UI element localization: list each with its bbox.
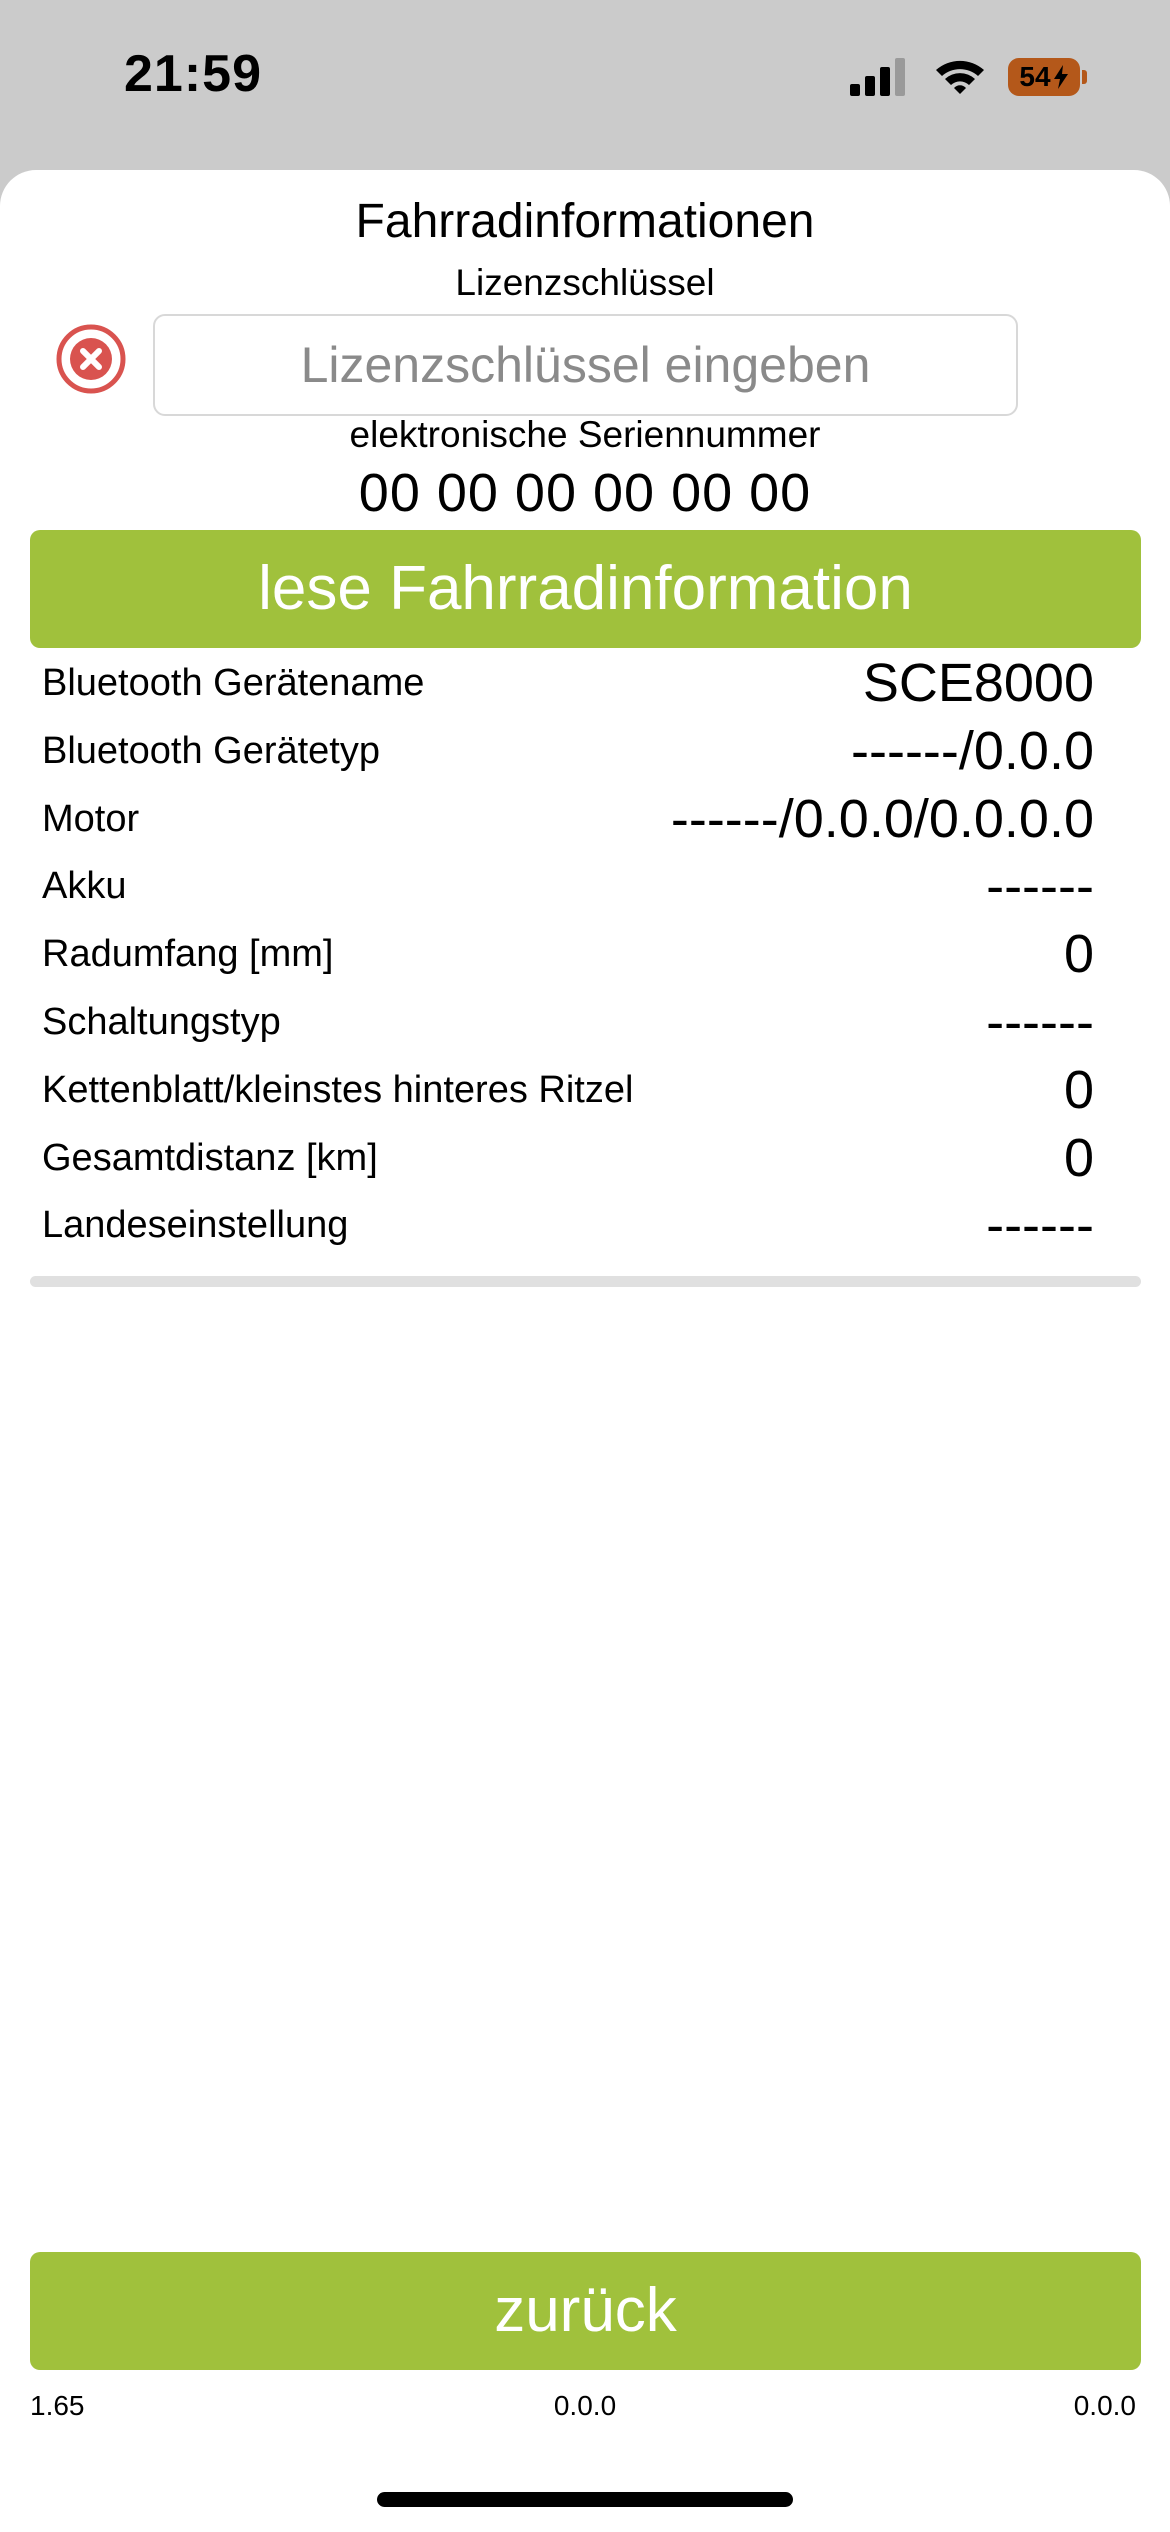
info-row-motor [0, 788, 1170, 856]
license-key-label: Lizenzschlüssel [455, 262, 715, 303]
battery-tip [1082, 70, 1087, 84]
info-row-total-distance [0, 1127, 1170, 1195]
page-title: Fahrradinformationen [355, 195, 815, 248]
info-label: Bluetooth Gerätetyp [42, 729, 380, 772]
license-key-input[interactable] [153, 314, 1018, 416]
info-row-wheel-circumference [0, 923, 1170, 991]
info-value: 0 [1063, 1059, 1094, 1120]
wifi-icon [932, 56, 988, 98]
clear-icon[interactable] [54, 322, 128, 396]
info-label: Gesamtdistanz [km] [42, 1136, 378, 1179]
info-value: ------/0.0.0/0.0.0.0 [670, 788, 1094, 849]
battery-charging-icon [1008, 58, 1080, 96]
signal-icon [850, 56, 910, 98]
info-label: Radumfang [mm] [42, 933, 334, 976]
device-version: 0.0.0 [1073, 2390, 1136, 2421]
info-value: 0 [1063, 924, 1094, 985]
status-bar [0, 0, 1170, 170]
back-button[interactable]: zurück [30, 2252, 1141, 2370]
firmware-version: 0.0.0 [553, 2390, 617, 2421]
info-row-bluetooth-name [0, 652, 1170, 720]
bike-info-list [0, 652, 1170, 1262]
info-label: Bluetooth Gerätename [42, 662, 425, 704]
bolt-icon [1053, 65, 1069, 89]
serial-number-value: 00 00 00 00 00 00 [358, 463, 812, 523]
status-icons [850, 56, 1090, 100]
info-row-shifting-type [0, 991, 1170, 1059]
info-row-bluetooth-type [0, 720, 1170, 788]
info-value: 0 [1063, 1127, 1094, 1188]
info-value: SCE8000 [862, 653, 1094, 713]
info-label: Motor [42, 797, 140, 840]
info-row-chainring-sprocket [0, 1059, 1170, 1127]
serial-number-label: elektronische Seriennummer [349, 414, 821, 455]
app-version: 1.65 [30, 2390, 85, 2421]
read-bike-info-button[interactable]: lese Fahrradinformation [30, 530, 1141, 648]
info-row-battery [0, 855, 1170, 923]
info-label: Akku [42, 865, 127, 908]
info-value: ------/0.0.0 [851, 720, 1094, 781]
home-indicator[interactable] [377, 2492, 793, 2507]
info-value: ------ [986, 1195, 1094, 1256]
status-time: 21:59 [124, 45, 262, 103]
info-label: Schaltungstyp [42, 1000, 281, 1043]
version-footer [0, 2390, 1170, 2430]
info-value: ------ [986, 991, 1094, 1052]
info-label: Landeseinstellung [42, 1204, 349, 1247]
battery-level: 54 [1019, 61, 1051, 92]
info-label: Kettenblatt/kleinstes hinteres Ritzel [42, 1068, 634, 1111]
bike-info-sheet [0, 170, 1170, 2532]
info-row-country-setting [0, 1194, 1170, 1262]
info-value: ------ [986, 856, 1094, 917]
scroll-indicator[interactable] [30, 1276, 1141, 1287]
